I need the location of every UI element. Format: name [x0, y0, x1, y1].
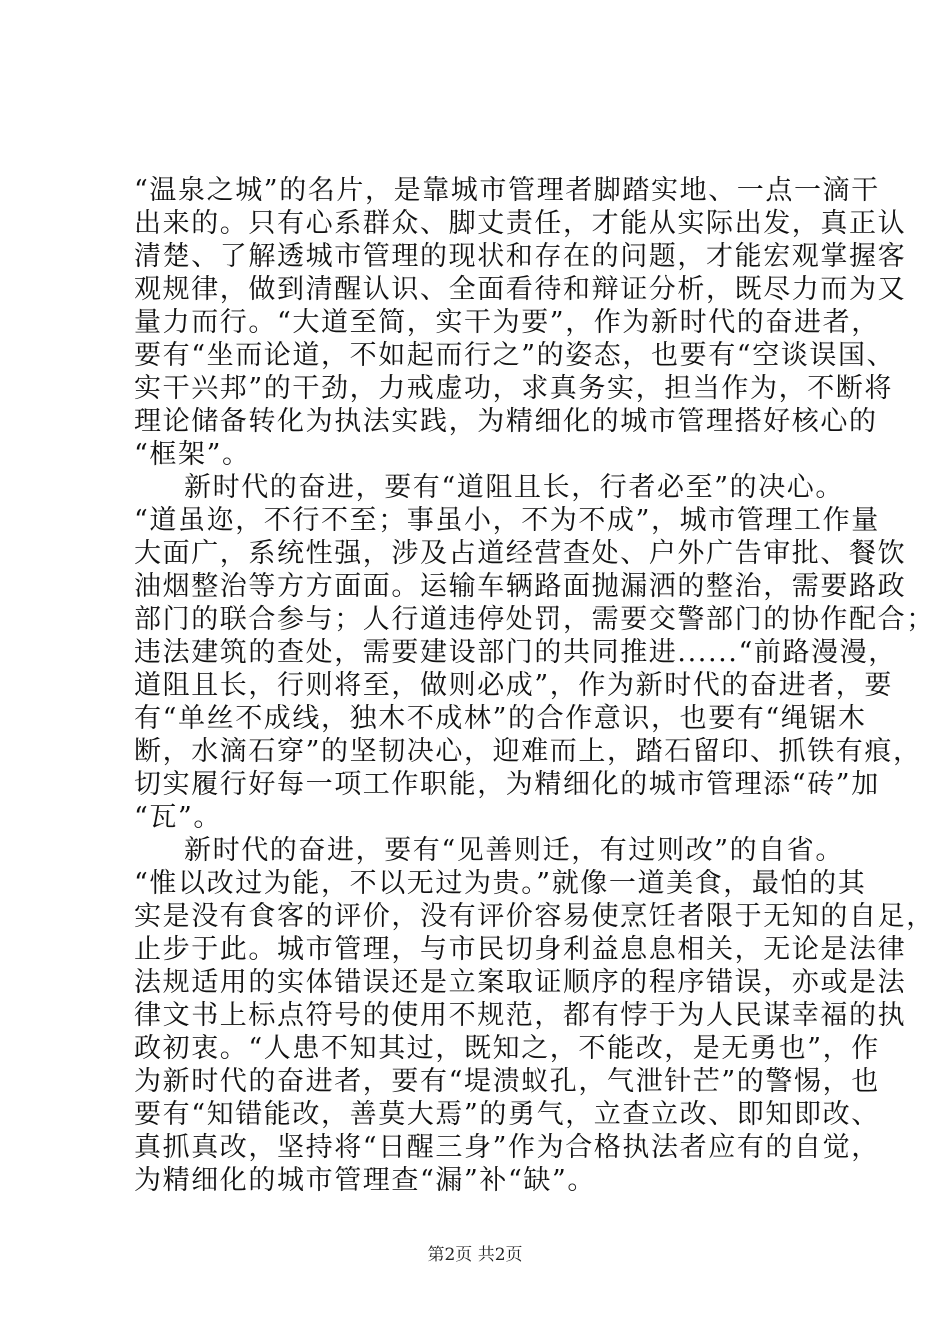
body-text-line: 政初衷。“人患不知其过，既知之，不能改，是无勇也”，作: [134, 1033, 880, 1064]
page-number-footer: 第2页 共2页: [427, 1245, 523, 1265]
body-text-line: “框架”。: [134, 439, 251, 470]
body-text-line: 理论储备转化为执法实践，为精细化的城市管理搭好核心的: [134, 406, 878, 437]
body-text-line: 实干兴邦”的干劲，力戒虚功，求真务实，担当作为，不断将: [134, 373, 894, 404]
body-text-line: “惟以改过为能，不以无过为贵。”就像一道美食，最怕的其: [134, 868, 867, 899]
body-text-line: 清楚、了解透城市管理的现状和存在的问题，才能宏观掌握客: [134, 241, 907, 272]
body-text-line: 油烟整治等方方面面。运输车辆路面抛漏洒的整治，需要路政: [134, 571, 907, 602]
body-text-line: 部门的联合参与；人行道违停处罚，需要交警部门的协作配合；: [134, 604, 935, 635]
paragraph-first-line: 新时代的奋进，要有“道阻且长，行者必至”的决心。: [184, 472, 845, 503]
paragraph-first-line: 新时代的奋进，要有“见善则迁，有过则改”的自省。: [184, 835, 845, 866]
body-text-line: 律文书上标点符号的使用不规范，都有悖于为人民谋幸福的执: [134, 1000, 907, 1031]
body-text-line: 为精细化的城市管理查“漏”补“缺”。: [134, 1165, 597, 1196]
body-text-line: 有“单丝不成线，独木不成林”的合作意识，也要有“绳锯木: [134, 703, 867, 734]
body-text-line: 法规适用的实体错误还是立案取证顺序的程序错误，亦或是法: [134, 967, 907, 998]
body-text-line: 真抓真改，坚持将“日醒三身”作为合格执法者应有的自觉，: [134, 1132, 880, 1163]
body-text-line: 要有“坐而论道，不如起而行之”的姿态，也要有“空谈误国、: [134, 340, 896, 371]
body-text-line: 切实履行好每一项工作职能，为精细化的城市管理添“砖”加: [134, 769, 880, 800]
body-text-line: 实是没有食客的评价，没有评价容易使烹饪者限于无知的自足，: [134, 901, 935, 932]
body-text-line: “瓦”。: [134, 802, 223, 833]
body-text-line: “道虽迩，不行不至；事虽小，不为不成”，城市管理工作量: [134, 505, 880, 536]
body-text-line: 要有“知错能改，善莫大焉”的勇气，立查立改、即知即改、: [134, 1099, 880, 1130]
body-text-line: “温泉之城”的名片，是靠城市管理者脚踏实地、一点一滴干: [134, 175, 880, 206]
body-text-line: 道阻且长，行则将至，做则必成”，作为新时代的奋进者，要: [134, 670, 894, 701]
body-text-line: 出来的。只有心系群众、脚丈责任，才能从实际出发，真正认: [134, 208, 907, 239]
body-text-line: 量力而行。“大道至简，实干为要”，作为新时代的奋进者，: [134, 307, 880, 338]
body-text-line: 观规律，做到清醒认识、全面看待和辩证分析，既尽力而为又: [134, 274, 907, 305]
body-text-line: 为新时代的奋进者，要有“堤溃蚁孔，气泄针芒”的警惕，也: [134, 1066, 880, 1097]
body-text-line: 止步于此。城市管理，与市民切身利益息息相关，无论是法律: [134, 934, 907, 965]
body-text-line: 断，水滴石穿”的坚韧决心，迎难而上，踏石留印、抓铁有痕，: [134, 736, 922, 767]
body-text-line: 违法建筑的查处，需要建设部门的共同推进......“前路漫漫，: [134, 637, 897, 668]
body-text-line: 大面广，系统性强，涉及占道经营查处、户外广告审批、餐饮: [134, 538, 907, 569]
